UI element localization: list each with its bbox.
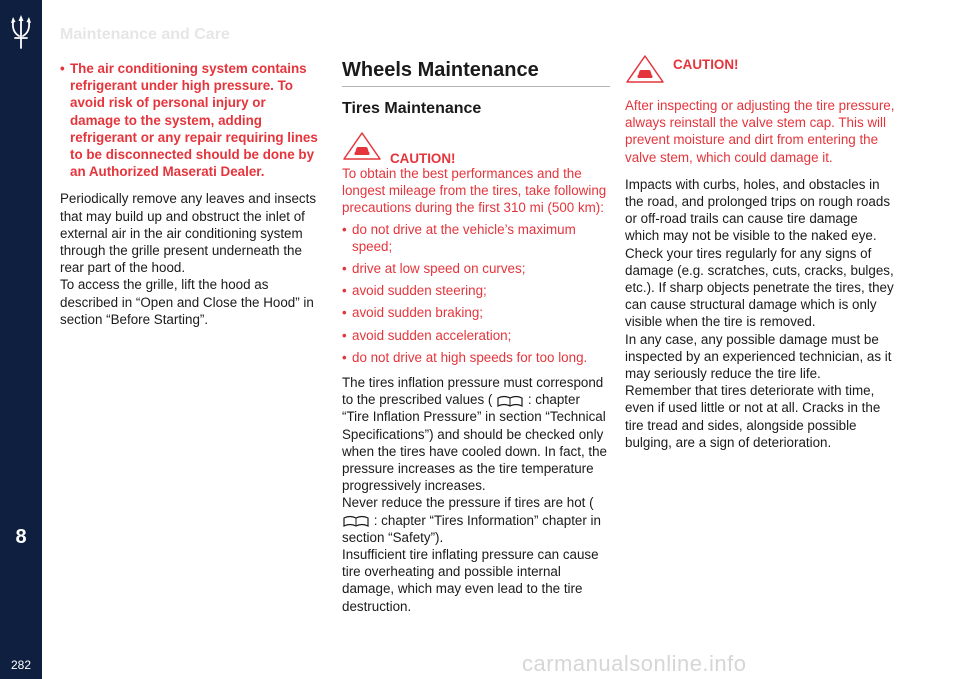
column-2 xyxy=(342,58,610,623)
caution-block xyxy=(342,131,610,165)
list-item: • avoid sudden steering; xyxy=(342,282,610,299)
paragraph: Insufficient tire inflating pressure can cause tire overheating and possible internal damage, which may even lead to the tire destruction. xyxy=(342,547,599,614)
paragraph: In any case, any possible damage must be inspected by an experienced technician, as it may seriously reduce the tire life. xyxy=(625,331,892,382)
precautions-list xyxy=(342,221,610,366)
paragraph: Check your tires regularly for any signs of damage (e.g. scratches, cuts, cracks, bulges, etc.). If sharp objects penetrate the tires, they can cause structural damage which is only visible when the tire is removed. xyxy=(625,245,894,330)
manual-reference-icon xyxy=(496,394,524,408)
list-item: • avoid sudden acceleration; xyxy=(342,327,610,344)
list-item: • drive at low speed on curves; xyxy=(342,260,610,277)
watermark: carmanualsonline.info xyxy=(522,651,747,676)
caution-intro: To obtain the best performances and the longest mileage from the tires, take following precautions during the first 310 mi (500 km): xyxy=(342,166,607,216)
section-heading: Wheels Maintenance xyxy=(342,58,610,87)
list-item: • avoid sudden braking; xyxy=(342,304,610,321)
page-number: 282 xyxy=(10,658,32,672)
paragraph-text: The tires inflation pressure must correspond to the prescribed values ( xyxy=(342,375,604,408)
paragraph-text: Never reduce the pressure if tires are hot ( xyxy=(342,495,594,511)
list-item: • do not drive at high speeds for too long. xyxy=(342,349,610,366)
paragraph: Periodically remove any leaves and insects that may build up and obstruct the inlet of external air in the air conditioning system through the grille present underneath the rear part of the hood. xyxy=(60,191,317,276)
list-item: • do not drive at the vehicle’s maximum speed; xyxy=(342,221,610,255)
paragraph xyxy=(342,374,610,494)
paragraph xyxy=(342,494,610,546)
paragraph: Remember that tires deteriorate with time, even if used little or not at all. Cracks in the tire tread and sides, alongside possible bulging, are a sign of deterioration. xyxy=(625,383,881,450)
chapter-number: 8 xyxy=(15,526,27,548)
column-1 xyxy=(60,60,318,336)
maserati-trident-icon xyxy=(8,14,34,50)
subsection-heading: Tires Maintenance xyxy=(342,100,482,117)
chapter-sidebar xyxy=(0,0,42,679)
caution-car-icon xyxy=(342,131,382,161)
ac-warning-bullet: • The air conditioning system contains refrigerant under high pressure. To avoid risk of personal injury or damage to the system, adding refrigerant or any repair requiring lines to be disconnected should be done by an Authorized Maserati Dealer. xyxy=(60,60,318,180)
caution-car-icon xyxy=(625,54,665,84)
section-header: Maintenance and Care xyxy=(60,26,230,43)
caution-block xyxy=(625,54,895,88)
paragraph: To access the grille, lift the hood as described in “Open and Close the Hood” in section “Before Starting”. xyxy=(60,277,314,327)
paragraph: Impacts with curbs, holes, and obstacles in the road, and prolonged trips on rough roads or off-road trails can cause tire damage which may not be visible to the naked eye. xyxy=(625,176,891,244)
caution-text: After inspecting or adjusting the tire pressure, always reinstall the valve stem cap. This will prevent moisture and dirt from entering the valve stem, which could damage it. xyxy=(625,98,895,165)
paragraph-text: : chapter “Tire Inflation Pressure” in section “Technical Specifications”) and should be checked only when the tires have cooled down. In fact, the pressure increases as the tire temperature progressively increases. xyxy=(342,392,608,494)
column-3 xyxy=(625,57,895,459)
caution-label: CAUTION! xyxy=(390,151,456,166)
manual-reference-icon xyxy=(342,514,370,528)
caution-label: CAUTION! xyxy=(673,57,739,72)
paragraph-text: : chapter “Tires Information” chapter in section “Safety”). xyxy=(342,512,601,545)
